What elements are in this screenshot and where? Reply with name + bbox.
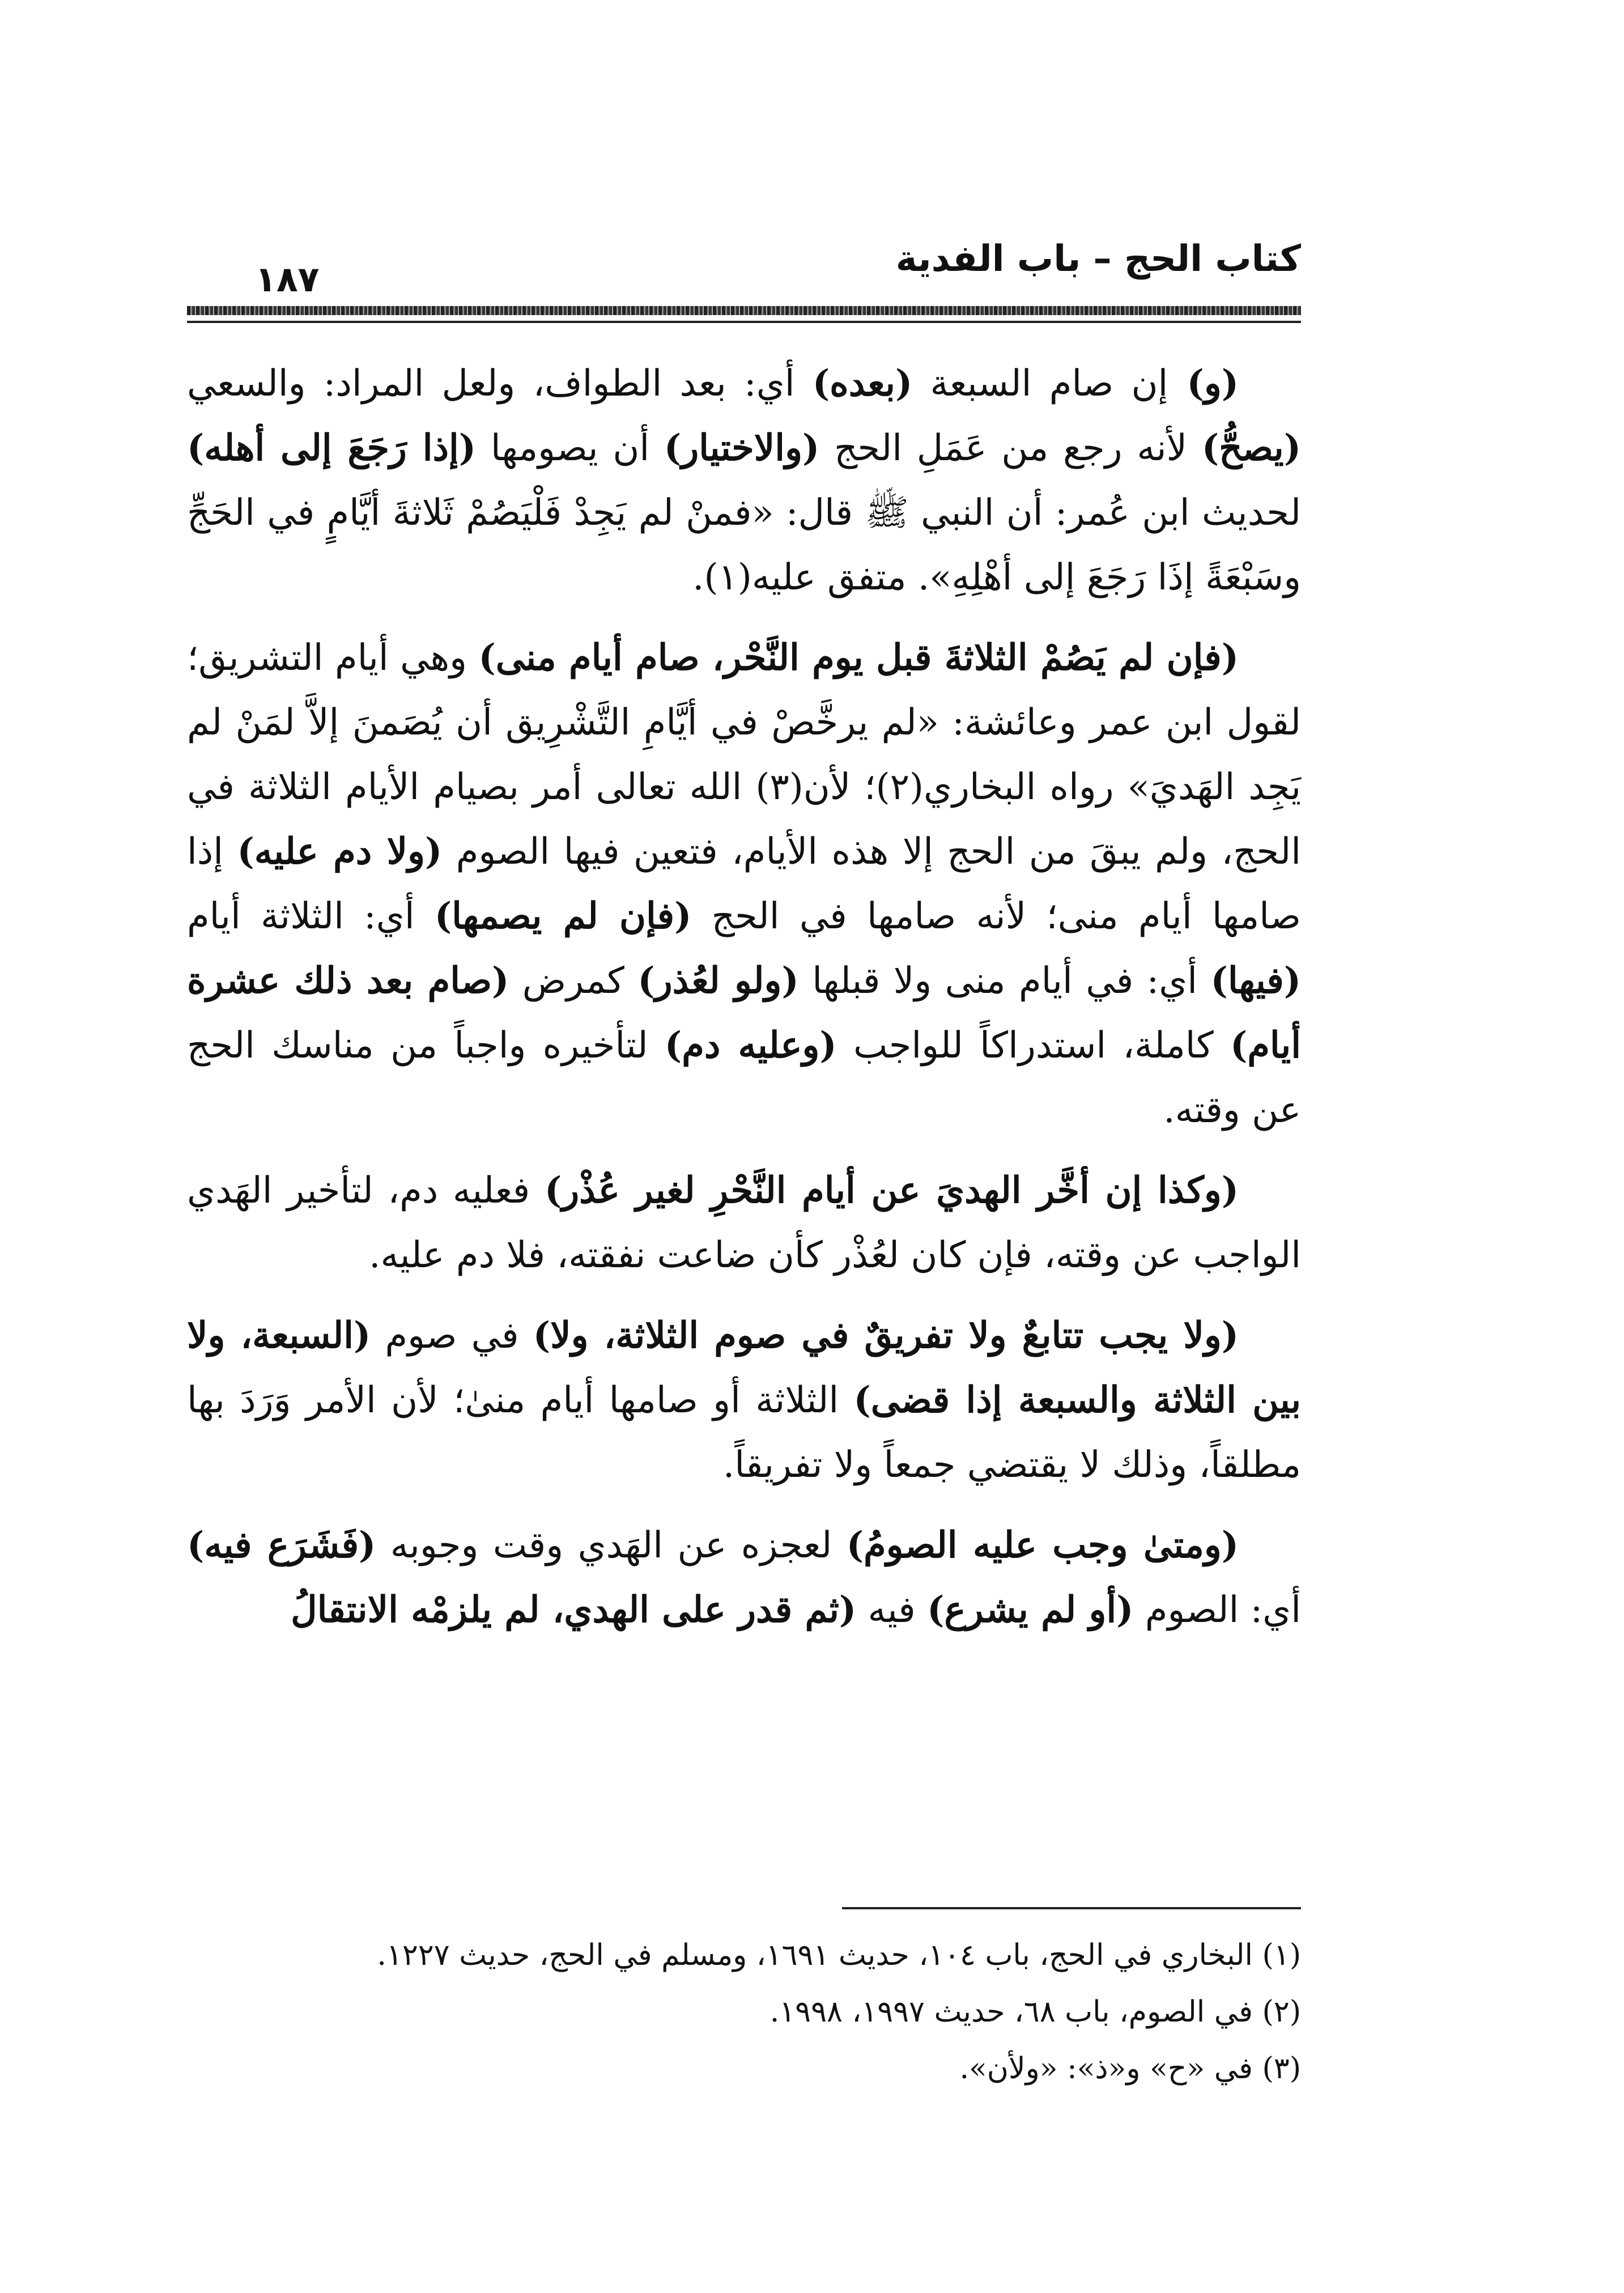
sharh-text: أي: بعد الطواف، ولعل المراد: والسعي — [187, 363, 813, 405]
sharh-text: في صوم — [371, 1315, 533, 1357]
body-paragraph — [187, 351, 1301, 610]
footnote: (٣) في «ح» و«ذ»: «ولأن». — [959, 2052, 1301, 2086]
book-title: كتاب الحج – باب الفدية — [895, 238, 1301, 280]
body-text — [187, 351, 1301, 1658]
sharh-text: لعجزه عن الهَدي وقت وجوبه — [376, 1525, 847, 1566]
sharh-text: كمرض — [509, 960, 638, 1002]
matn-text: (وعليه دم) — [664, 1024, 837, 1067]
footnote: (١) البخاري في الحج، باب ١٠٤، حديث ١٦٩١، ومسلم في الحج، حديث ١٢٢٧. — [377, 1938, 1301, 1972]
matn-text: (بعده) — [812, 362, 913, 405]
matn-text: (وكذا إن أخَّر الهديَ عن أيام النَّحْرِ لغير عُذْر) — [544, 1169, 1239, 1212]
sharh-text: أي: الثلاثة أيام — [187, 895, 435, 937]
body-paragraph — [187, 1303, 1301, 1497]
body-paragraph — [187, 1513, 1301, 1642]
matn-text: (فإن لم يصمها) — [434, 895, 692, 937]
sharh-text: أن يصومها — [476, 427, 664, 469]
matn-text: (ثم قدر على الهدي، لم يلزمْه الانتقالُ — [291, 1589, 857, 1631]
sharh-text: لحديث ابن عُمر: أن النبي ﷺ قال: «فمنْ لم يَجِدْ فَلْيَصُمْ ثَلاثةَ أيَّامٍ في الحَجِّ وسَبْعَةً إذَا رَجَعَ إلى أهْلِهِ». متفق عليه(١). — [187, 492, 1302, 598]
page-number: ١٨٧ — [255, 258, 320, 300]
sharh-text: فيه — [856, 1589, 928, 1631]
matn-text: (والاختيار) — [664, 427, 820, 469]
sharh-text: إن صام السبعة — [912, 363, 1168, 405]
sharh-text: لأنه رجع من عَمَلِ الحج — [819, 427, 1202, 469]
footnote-rule — [842, 1907, 1301, 1909]
header-rule-thin — [187, 321, 1301, 323]
matn-text: (ومتىٰ وجب عليه الصومُ) — [846, 1524, 1239, 1566]
sharh-text: وهي أيام التشريق؛ لقول ابن عمر وعائشة: «لم يرخَّصْ في أيَّامِ التَّشْرِيق أن يُصَمنَ إلاَّ لمَنْ لم يَجِد الهَديَ» رواه البخاري(٢)؛ لأن(٣) الله تعالى أمر بصيام الأيام الثلاثة في الحج، ولم يبقَ من الحج إلا هذه الأيام، فتعين فيها الصوم — [187, 637, 1302, 873]
matn-text: (فيها) — [1210, 959, 1301, 1002]
header-rule — [187, 306, 1301, 315]
sharh-text: الثلاثة أو صامها أيام منىٰ؛ لأن الأمر وَرَدَ بها مطلقاً، وذلك لا يقتضي جمعاً ولا تفريقاً. — [187, 1379, 1301, 1486]
sharh-text: لتأخيره واجباً من مناسك الحج عن وقته. — [187, 1025, 1301, 1131]
matn-text: (السبعة، ولا بين الثلاثة والسبعة إذا قضى) — [187, 1314, 1302, 1421]
sharh-text: فعليه دم، لتأخير الهَدي الواجب عن وقته، فإن كان لعُذْر كأن ضاعت نفقته، فلا دم عليه. — [187, 1170, 1301, 1276]
matn-text: (ولا دم عليه) — [237, 830, 443, 873]
matn-text: (صام بعد ذلك عشرة أيام) — [187, 959, 1301, 1067]
sharh-text: كاملة، استدراكاً للواجب — [836, 1025, 1230, 1067]
matn-text: (فإن لم يَصُمْ الثلاثةَ قبل يوم النَّحْر، صام أيام منى) — [478, 636, 1239, 679]
body-paragraph — [187, 626, 1301, 1143]
footnotes — [187, 1927, 1301, 2097]
matn-text: (ولا يجب تتابعٌ ولا تفريقٌ في صوم الثلاثة، ولا) — [533, 1314, 1239, 1357]
matn-text: (يصحُّ) — [1201, 427, 1302, 469]
sharh-text: أي: في أيام منى ولا قبلها — [798, 960, 1211, 1002]
matn-text: (و) — [1168, 362, 1239, 405]
matn-text: (أو لم يشرع) — [927, 1589, 1134, 1631]
running-head — [187, 238, 1301, 300]
sharh-text: إذا صامها أيام منى؛ لأنه صامها في الحج — [187, 831, 1302, 937]
sharh-text: أي: الصوم — [1133, 1589, 1301, 1631]
matn-text: (ولو لعُذر) — [637, 959, 799, 1002]
matn-text: (فَشَرَع فيه) — [187, 1524, 376, 1566]
footnote: (٢) في الصوم، باب ٦٨، حديث ١٩٩٧، ١٩٩٨. — [770, 1995, 1301, 2029]
body-paragraph — [187, 1158, 1301, 1288]
matn-text: (إذا رَجَعَ إلى أهله) — [187, 427, 477, 469]
